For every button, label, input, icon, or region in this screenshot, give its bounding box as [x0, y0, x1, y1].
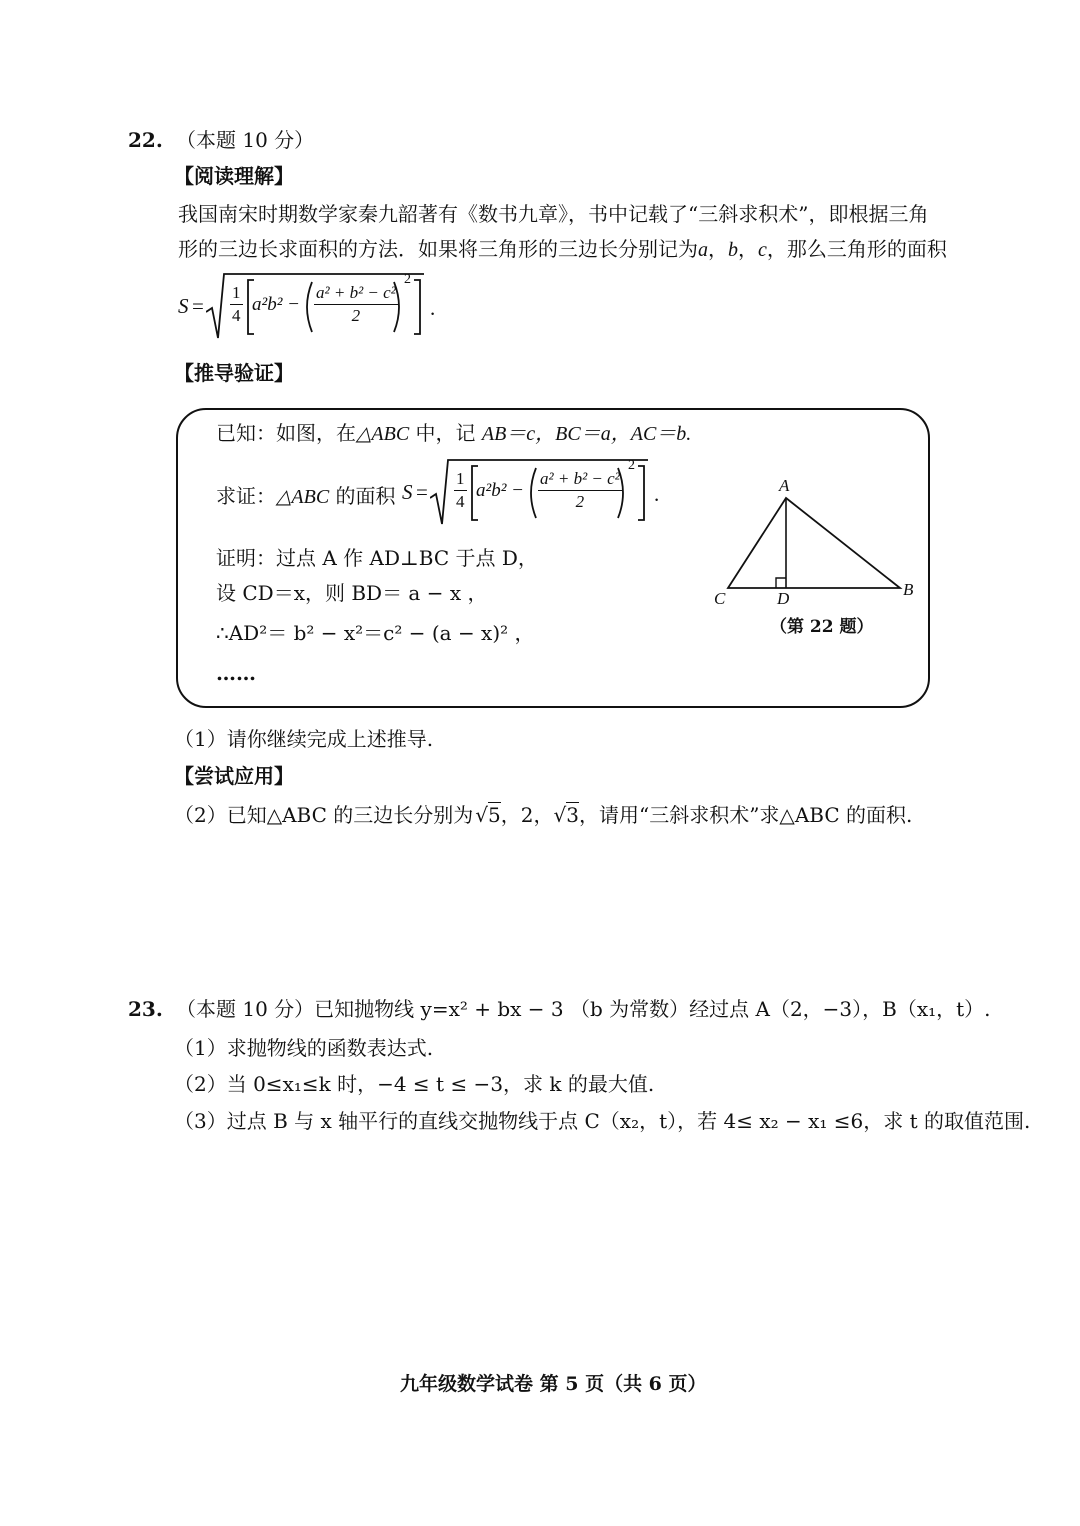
prove-line: 求证：△ABC 的面积: [216, 484, 396, 508]
q22-intro-line1: 我国南宋时期数学家秦九韶著有《数书九章》，书中记载了“三斜求积术”，即根据三角: [178, 202, 929, 226]
figure-caption: （第 22 题）: [770, 617, 874, 637]
label-d: D: [777, 589, 790, 608]
label-b: B: [903, 580, 914, 599]
q22-number: 22.: [128, 128, 163, 152]
q22-intro-line2: 形的三边长求面积的方法．如果将三角形的三边长分别记为a，b，c，那么三角形的面积: [178, 237, 947, 261]
page-footer: 九年级数学试卷 第 5 页（共 6 页）: [400, 1373, 707, 1395]
q23-part1: （1）求抛物线的函数表达式.: [174, 1036, 434, 1060]
proof-line1: 证明：过点 A 作 AD⊥BC 于点 D，: [216, 546, 538, 570]
triangle-figure: [700, 470, 930, 620]
label-c: C: [714, 589, 726, 608]
q23-part2: （2）当 0≤x₁≤k 时，−4 ≤ t ≤ −3，求 k 的最大值.: [174, 1072, 655, 1096]
label-a: A: [779, 476, 790, 495]
proof-line2: 设 CD＝x，则 BD＝ a − x ，: [216, 581, 488, 605]
section-derivation-heading: 【推导验证】: [174, 361, 294, 385]
q22-part2: （2）已知△ABC 的三边长分别为 √5，2，√3，请用“三斜求积术”求△ABC 的面积.: [174, 803, 913, 827]
given-line: 已知：如图，在△ABC 中，记 AB＝c，BC＝a，AC＝b.: [216, 421, 692, 445]
q23-stem: （本题 10 分）已知抛物线 y=x² + bx − 3 （b 为常数）经过点 A（2，−3），B（x₁，t）.: [176, 997, 991, 1021]
q22-part1: （1）请你继续完成上述推导.: [174, 727, 434, 751]
q22-points: （本题 10 分）: [176, 128, 315, 152]
proof-ellipsis: ……: [216, 661, 256, 685]
section-reading-heading: 【阅读理解】: [174, 164, 294, 188]
section-try-heading: 【尝试应用】: [174, 764, 294, 788]
q23-part3: （3）过点 B 与 x 轴平行的直线交抛物线于点 C（x₂，t），若 4≤ x₂ − x₁ ≤6，求 t 的取值范围.: [174, 1109, 1031, 1133]
proof-line3: ∴AD²＝ b² − x²＝c² − (a − x)² ，: [216, 621, 535, 645]
q23-number: 23.: [128, 997, 163, 1021]
